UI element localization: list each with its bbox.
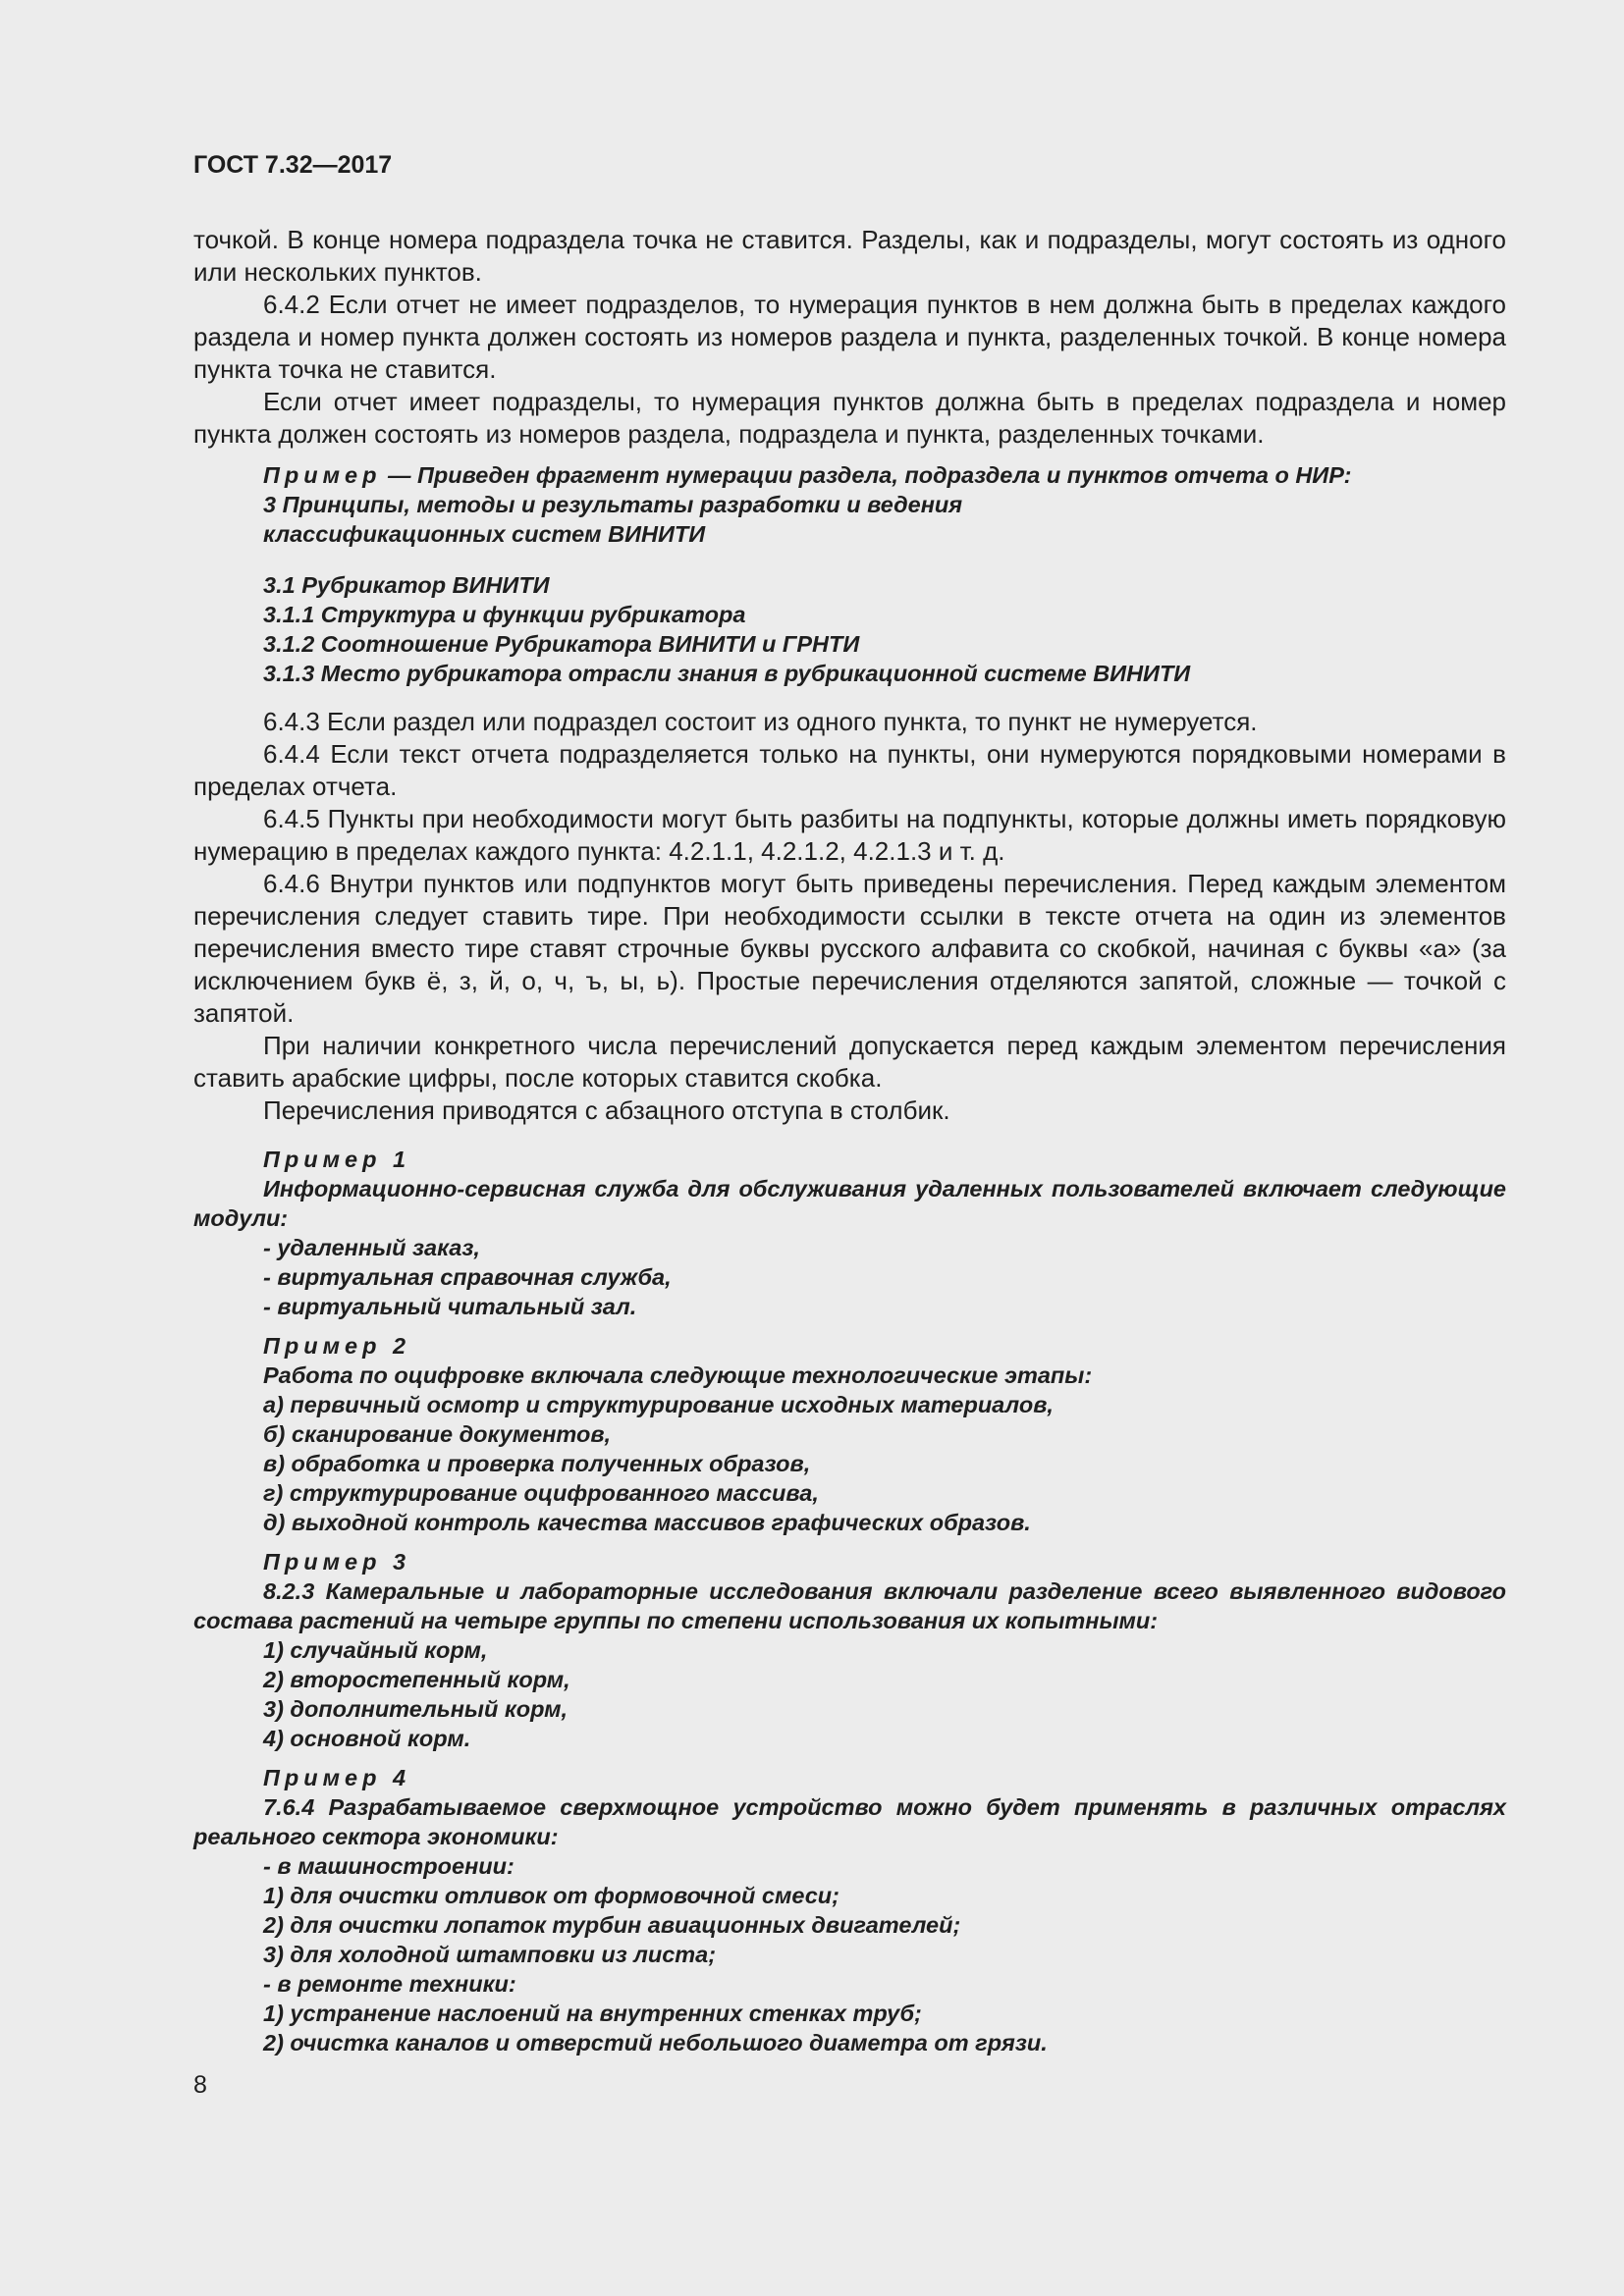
example-block [193, 460, 1506, 688]
example-line: классификационных систем ВИНИТИ [263, 521, 706, 547]
example-intro-text: Приведен фрагмент нумерации раздела, подраздела и пунктов отчета о НИР: [416, 462, 1352, 488]
example-label: Пример 3 [263, 1549, 411, 1575]
paragraph: 6.4.3 Если раздел или подраздел состоит из одного пункта, то пункт не нумеруется. [263, 707, 1258, 736]
example-text: Работа по оцифровке включала следующие технологические этапы: [263, 1362, 1093, 1388]
paragraph: 6.4.5 Пункты при необходимости могут быть разбиты на подпункты, которые должны иметь порядковую нумерацию в пределах каждого пункта: 4.2.1.1, 4.2.1.2, 4.2.1.3 и т. д. [193, 804, 1506, 866]
example-text: Информационно-сервисная служба для обслуживания удаленных пользователей включает следующие модули: [193, 1176, 1506, 1231]
example-text: 7.6.4 Разрабатываемое сверхмощное устройство можно будет применять в различных отраслях реального сектора экономики: [193, 1794, 1506, 1849]
example-line: 3.1.3 Место рубрикатора отрасли знания в рубрикационной системе ВИНИТИ [263, 661, 1191, 686]
list-item: 2) очистка каналов и отверстий небольшого диаметра от грязи. [263, 2030, 1048, 2056]
list-item: 3) для холодной штамповки из листа; [263, 1942, 717, 1967]
list-item: д) выходной контроль качества массивов графических образов. [263, 1510, 1031, 1535]
list-item: 4) основной корм. [263, 1726, 471, 1751]
list-item: 2) для очистки лопаток турбин авиационных двигателей; [263, 1912, 961, 1938]
example-line: 3.1 Рубрикатор ВИНИТИ [263, 572, 550, 598]
list-item: 3) дополнительный корм, [263, 1696, 568, 1722]
list-item: г) структурирование оцифрованного массива, [263, 1480, 819, 1506]
example-block [193, 1145, 1506, 1321]
example-block [193, 1547, 1506, 1753]
example-line: 3.1.1 Структура и функции рубрикатора [263, 602, 746, 627]
paragraph: При наличии конкретного числа перечислений допускается перед каждым элементом перечисления ставить арабские цифры, после которых ставится скобка. [193, 1031, 1506, 1093]
example-line: 3 Принципы, методы и результаты разработки и ведения [263, 492, 963, 517]
paragraph: Перечисления приводятся с абзацного отступа в столбик. [263, 1095, 950, 1125]
list-item: - в машиностроении: [263, 1853, 514, 1879]
example-line: 3.1.2 Соотношение Рубрикатора ВИНИТИ и ГРНТИ [263, 631, 860, 657]
page-number: 8 [193, 2071, 207, 2099]
paragraph: точкой. В конце номера подраздела точка не ставится. Разделы, как и подразделы, могут состоять из одного или нескольких пунктов. [193, 225, 1506, 287]
paragraph: 6.4.4 Если текст отчета подразделяется только на пункты, они нумеруются порядковыми номерами в пределах отчета. [193, 739, 1506, 801]
list-item: в) обработка и проверка полученных образов, [263, 1451, 811, 1476]
list-item: - в ремонте техники: [263, 1971, 516, 1997]
example-dash: — [387, 462, 411, 488]
example-label: Пример [263, 462, 382, 488]
list-item: а) первичный осмотр и структурирование исходных материалов, [263, 1392, 1054, 1417]
example-intro [263, 460, 1506, 490]
list-item: 1) для очистки отливок от формовочной смеси; [263, 1883, 839, 1908]
example-label: Пример 4 [263, 1765, 411, 1790]
paragraph: 6.4.2 Если отчет не имеет подразделов, то нумерация пунктов в нем должна быть в пределах каждого раздела и номер пункта должен состоять из номеров раздела и пункта, разделенных точкой. В конце номера пункта точка не ставится. [193, 290, 1506, 384]
paragraph: 6.4.6 Внутри пунктов или подпунктов могут быть приведены перечисления. Перед каждым элементом перечисления следует ставить тире. При необходимости ссылки в тексте отчета на один из элементов перечисления вместо тире ставят строчные буквы русского алфавита со скобкой, начиная с буквы «а» (за исключением букв ё, з, й, о, ч, ъ, ы, ь). Простые перечисления отделяются запятой, сложные — точкой с запятой. [193, 869, 1506, 1028]
list-item: 1) устранение наслоений на внутренних стенках труб; [263, 2001, 922, 2026]
page-header: ГОСТ 7.32—2017 [193, 151, 393, 179]
example-block [193, 1331, 1506, 1537]
list-item: б) сканирование документов, [263, 1421, 612, 1447]
example-label: Пример 1 [263, 1147, 411, 1172]
example-text: 8.2.3 Камеральные и лабораторные исследования включали разделение всего выявленного видового состава растений на четыре группы по степени использования их копытными: [193, 1578, 1506, 1633]
example-label: Пример 2 [263, 1333, 411, 1359]
list-item: - удаленный заказ, [263, 1235, 480, 1260]
document-body [193, 224, 1506, 2057]
list-item: - виртуальная справочная служба, [263, 1264, 672, 1290]
list-item: 2) второстепенный корм, [263, 1667, 570, 1692]
paragraph: Если отчет имеет подразделы, то нумерация пунктов должна быть в пределах подраздела и номер пункта должен состоять из номеров раздела, подраздела и пункта, разделенных точками. [193, 387, 1506, 449]
list-item: 1) случайный корм, [263, 1637, 488, 1663]
list-item: - виртуальный читальный зал. [263, 1294, 637, 1319]
example-block [193, 1763, 1506, 2057]
